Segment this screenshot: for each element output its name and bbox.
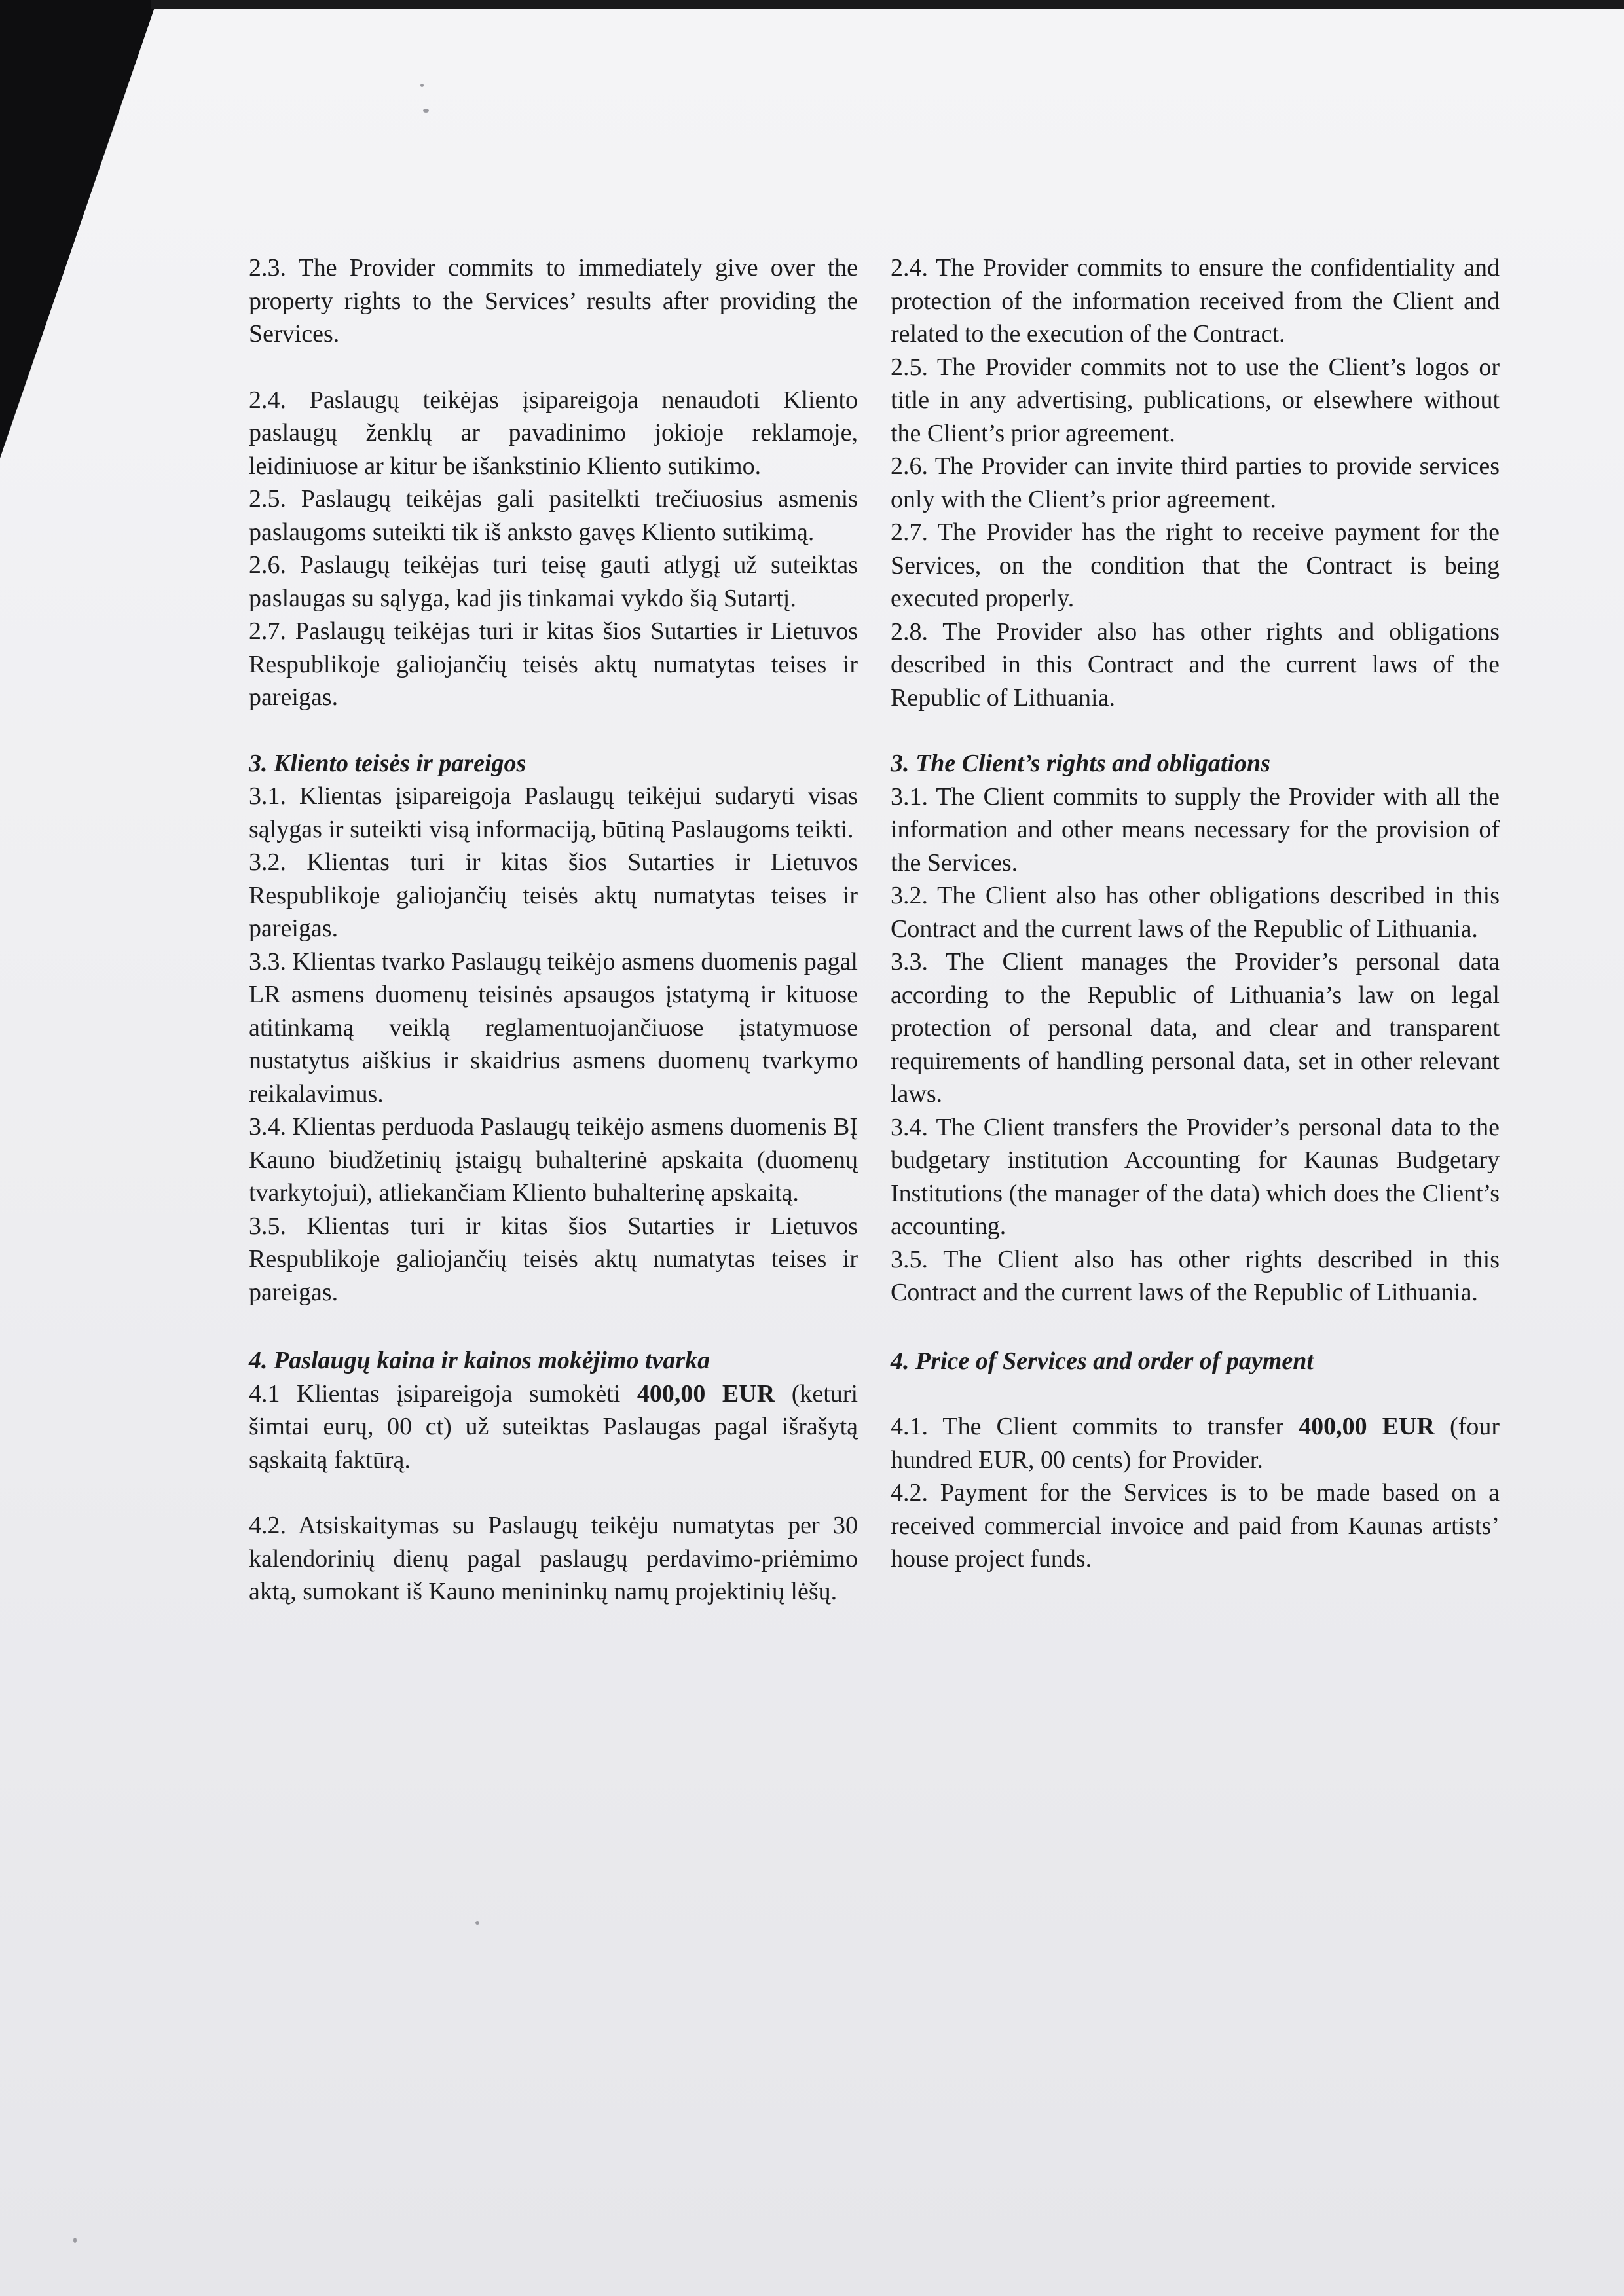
section-3-heading-en: 3. The Client’s rights and obligations	[891, 750, 1270, 777]
section-4-heading-en: 4. Price of Services and order of payment	[891, 1347, 1314, 1375]
clause-3-1-en: 3.1. The Client commits to supply the Provider with all the information and other means necessary for the provision of the Services.	[891, 782, 1500, 877]
clause-2-6-en: 2.6. The Provider can invite third parties to provide services only with the Client’s prior agreement.	[891, 452, 1500, 513]
clause-4-1-en	[891, 1410, 1500, 1476]
clause-2-7-en: 2.7. The Provider has the right to receive payment for the Services, on the condition that the Contract is being executed properly.	[891, 519, 1500, 612]
clause-3-4-en: 3.4. The Client transfers the Provider’s personal data to the budgetary institution Accounting for Kaunas Budgetary Institutions (the manager of the data) which does the Client’s accounting.	[891, 1113, 1500, 1240]
scan-top-edge	[151, 0, 1624, 9]
clause-3-5-en: 3.5. The Client also has other rights described in this Contract and the current laws of the Republic of Lithuania.	[891, 1245, 1500, 1306]
scan-speck	[423, 109, 429, 113]
clause-2-6-lt: 2.6. Paslaugų teikėjas turi teisę gauti atlygį už suteiktas paslaugas su sąlyga, kad jis tinkamai vykdo šią Sutartį.	[249, 551, 858, 612]
lithuanian-column	[249, 251, 858, 1609]
clause-4-1-lt	[249, 1377, 858, 1477]
clause-2-8-en: 2.8. The Provider also has other rights and obligations described in this Contract and the current laws of the Republic of Lithuania.	[891, 617, 1500, 712]
clause-4-1-lt-amount: 400,00 EUR	[637, 1379, 775, 1408]
clause-3-3-lt: 3.3. Klientas tvarko Paslaugų teikėjo asmens duomenis pagal LR asmens duomenų teisinės apsaugos įstatymą ir kituose atitinkamą veiklą reglamentuojančiuose įstatymuose nustatytus aiškius ir skaidrius asmens duomenų tvarkymo reikalavimus.	[249, 947, 858, 1108]
scan-speck	[73, 2238, 77, 2243]
clause-2-4-en: 2.4. The Provider commits to ensure the confidentiality and protection of the information received from the Client and related to the execution of the Contract.	[891, 254, 1500, 348]
clause-4-1-en-amount: 400,00 EUR	[1299, 1413, 1435, 1440]
clause-2-5-en: 2.5. The Provider commits not to use the Client’s logos or title in any advertising, publications, or elsewhere without the Client’s prior agreement.	[891, 353, 1500, 447]
clause-4-1-lt-text-b: (keturi šimtai eurų, 00 ct) už suteiktas Paslaugas pagal išrašytą sąskaitą faktūrą.	[249, 1379, 858, 1474]
scan-speck	[475, 1921, 479, 1925]
section-4-heading-lt: 4. Paslaugų kaina ir kainos mokėjimo tvarka	[249, 1347, 710, 1374]
clause-3-2-en: 3.2. The Client also has other obligations described in this Contract and the current laws of the Republic of Lithuania.	[891, 882, 1500, 943]
clause-3-4-lt: 3.4. Klientas perduoda Paslaugų teikėjo asmens duomenis BĮ Kauno biudžetinių įstaigų buhalterinė apskaita (duomenų tvarkytojui), atliekančiam Kliento buhalterinę apskaitą.	[249, 1113, 858, 1207]
clause-3-2-lt: 3.2. Klientas turi ir kitas šios Sutarties ir Lietuvos Respublikoje galiojančių teisės aktų numatytas teises ir pareigas.	[249, 848, 858, 942]
clause-4-1-en-text-a: 4.1. The Client commits to transfer	[891, 1413, 1299, 1440]
clause-2-3-en: 2.3. The Provider commits to immediately give over the property rights to the Services’ results after providing the Services.	[249, 254, 858, 348]
english-column	[891, 251, 1500, 1576]
scan-speck	[420, 84, 424, 87]
clause-4-1-en-text-b: (four hundred EUR, 00 cents) for Provider.	[891, 1413, 1500, 1474]
clause-3-3-en: 3.3. The Client manages the Provider’s personal data according to the Republic of Lithuania’s law on legal protection of personal data, and clear and transparent requirements of handling personal data, set in other relevant laws.	[891, 948, 1500, 1108]
scan-dark-corner	[0, 0, 157, 2296]
clause-4-2-en: 4.2. Payment for the Services is to be made based on a received commercial invoice and paid from Kaunas artists’ house project funds.	[891, 1479, 1500, 1573]
clause-2-5-lt: 2.5. Paslaugų teikėjas gali pasitelkti trečiuosius asmenis paslaugoms suteikti tik iš anksto gavęs Kliento sutikimą.	[249, 485, 858, 546]
clause-3-5-lt: 3.5. Klientas turi ir kitas šios Sutarties ir Lietuvos Respublikoje galiojančių teisės aktų numatytas teises ir pareigas.	[249, 1212, 858, 1306]
clause-4-1-lt-text-a: 4.1 Klientas įsipareigoja sumokėti	[249, 1379, 637, 1408]
section-3-heading-lt: 3. Kliento teisės ir pareigos	[249, 749, 526, 777]
clause-2-4-lt: 2.4. Paslaugų teikėjas įsipareigoja nenaudoti Kliento paslaugų ženklų ar pavadinimo jokioje reklamoje, leidiniuose ar kitur be išankstinio Kliento sutikimo.	[249, 386, 858, 480]
clause-2-7-lt: 2.7. Paslaugų teikėjas turi ir kitas šios Sutarties ir Lietuvos Respublikoje galiojančių teisės aktų numatytas teises ir pareigas.	[249, 617, 858, 711]
clause-4-2-lt: 4.2. Atsiskaitymas su Paslaugų teikėju numatytas per 30 kalendorinių dienų pagal paslaugų perdavimo-priėmimo aktą, sumokant iš Kauno menininkų namų projektinių lėšų.	[249, 1512, 858, 1605]
clause-3-1-lt: 3.1. Klientas įsipareigoja Paslaugų teikėjui sudaryti visas sąlygas ir suteikti visą informaciją, būtiną Paslaugoms teikti.	[249, 782, 858, 843]
